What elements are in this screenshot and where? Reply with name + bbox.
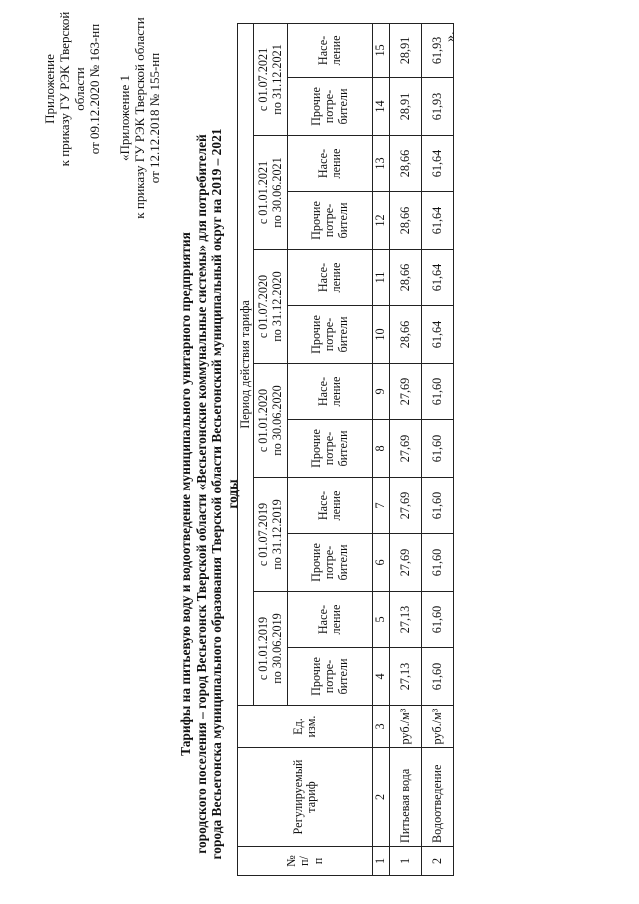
sub-other-consumers: Прочие потре- бители <box>288 78 373 136</box>
sub-population: Насе- ление <box>288 136 373 192</box>
period-2021-h1: с 01.01.2021 по 30.06.2021 <box>254 136 288 250</box>
tariff-value: 61,93 <box>422 78 454 136</box>
sub-other-consumers: Прочие потре- бители <box>288 648 373 706</box>
header-unit: Ед. изм. <box>238 706 373 748</box>
col-number: 1 <box>373 847 390 876</box>
tariff-value: 61,64 <box>422 250 454 306</box>
tariff-table <box>237 23 454 876</box>
col-number: 10 <box>373 306 390 364</box>
tariff-value: 61,60 <box>422 478 454 534</box>
header-tariff: Регулируемый тариф <box>238 748 373 847</box>
table-row-drinking-water <box>390 23 422 875</box>
period-2020-h2: с 01.07.2020 по 31.12.2020 <box>254 250 288 364</box>
col-number: 12 <box>373 192 390 250</box>
sub-population: Насе- ление <box>288 478 373 534</box>
col-number: 7 <box>373 478 390 534</box>
tariff-value: 28,66 <box>390 192 422 250</box>
tariff-value: 61,60 <box>422 592 454 648</box>
document-title <box>178 114 240 874</box>
sub-other-consumers: Прочие потре- бители <box>288 192 373 250</box>
period-2019-h1: с 01.01.2019 по 30.06.2019 <box>254 592 288 706</box>
tariff-value: 61,60 <box>422 534 454 592</box>
row-number: 1 <box>390 847 422 876</box>
sub-population: Насе- ление <box>288 23 373 77</box>
appendix-current-header: Приложение к приказу ГУ РЭК Тверской области от 09.12.2020 № 163-нп <box>42 11 102 167</box>
tariff-value: 28,91 <box>390 78 422 136</box>
col-number: 14 <box>373 78 390 136</box>
tariff-value: 61,60 <box>422 364 454 420</box>
row-tariff-name: Питьевая вода <box>390 748 422 847</box>
period-2021-h2: с 01.07.2021 по 31.12.2021 <box>254 23 288 135</box>
header-period: Период действия тарифа <box>238 23 254 705</box>
tariff-value: 27,13 <box>390 592 422 648</box>
col-number: 15 <box>373 23 390 77</box>
col-number: 6 <box>373 534 390 592</box>
sub-population: Насе- ление <box>288 364 373 420</box>
col-number: 13 <box>373 136 390 192</box>
col-number: 3 <box>373 706 390 748</box>
sub-other-consumers: Прочие потре- бители <box>288 306 373 364</box>
row-number: 2 <box>422 847 454 876</box>
tariff-value: 27,69 <box>390 534 422 592</box>
tariff-value: 61,64 <box>422 136 454 192</box>
tariff-value: 28,66 <box>390 136 422 192</box>
tariff-value: 27,69 <box>390 478 422 534</box>
sub-other-consumers: Прочие потре- бители <box>288 534 373 592</box>
col-number: 5 <box>373 592 390 648</box>
tariff-value: 61,93 <box>422 23 454 77</box>
tariff-value: 27,13 <box>390 648 422 706</box>
tariff-value: 61,60 <box>422 648 454 706</box>
title-line-1: Тарифы на питьевую воду и водоотведение муниципального унитарного предприятия <box>178 232 193 756</box>
sub-population: Насе- ление <box>288 592 373 648</box>
period-2020-h1: с 01.01.2020 по 30.06.2020 <box>254 364 288 478</box>
row-unit: руб./м³ <box>422 706 454 748</box>
row-tariff-name: Водоотведение <box>422 748 454 847</box>
tariff-value: 28,66 <box>390 306 422 364</box>
sub-other-consumers: Прочие потре- бители <box>288 420 373 478</box>
period-2019-h2: с 01.07.2019 по 31.12.2019 <box>254 478 288 592</box>
col-number: 9 <box>373 364 390 420</box>
title-line-2: городского поселения – город Весьегонск Тверской области «Весьегонские коммунальные системы» для потребителей <box>193 134 209 854</box>
col-number: 11 <box>373 250 390 306</box>
appendix-previous-header: «Приложение 1 к приказу ГУ РЭК Тверской области от 12.12.2018 № 155-нп <box>117 17 162 219</box>
table-row-wastewater <box>422 23 454 875</box>
tariff-value: 27,69 <box>390 420 422 478</box>
tariff-value: 28,66 <box>390 250 422 306</box>
col-number: 4 <box>373 648 390 706</box>
tariff-value: 27,69 <box>390 364 422 420</box>
header-number: № п/ п <box>238 847 373 876</box>
tariff-value: 61,64 <box>422 192 454 250</box>
tariff-value: 61,64 <box>422 306 454 364</box>
sub-population: Насе- ление <box>288 250 373 306</box>
column-number-row <box>373 23 390 875</box>
closing-quote-mark: ». <box>443 31 458 42</box>
title-line-3: города Весьегонска муниципального образования Тверской области Весьегонский муниципальный округ на 2019 – 2021 годы <box>209 128 240 860</box>
col-number: 2 <box>373 748 390 847</box>
tariff-value: 61,60 <box>422 420 454 478</box>
tariff-value: 28,91 <box>390 23 422 77</box>
row-unit: руб./м³ <box>390 706 422 748</box>
col-number: 8 <box>373 420 390 478</box>
